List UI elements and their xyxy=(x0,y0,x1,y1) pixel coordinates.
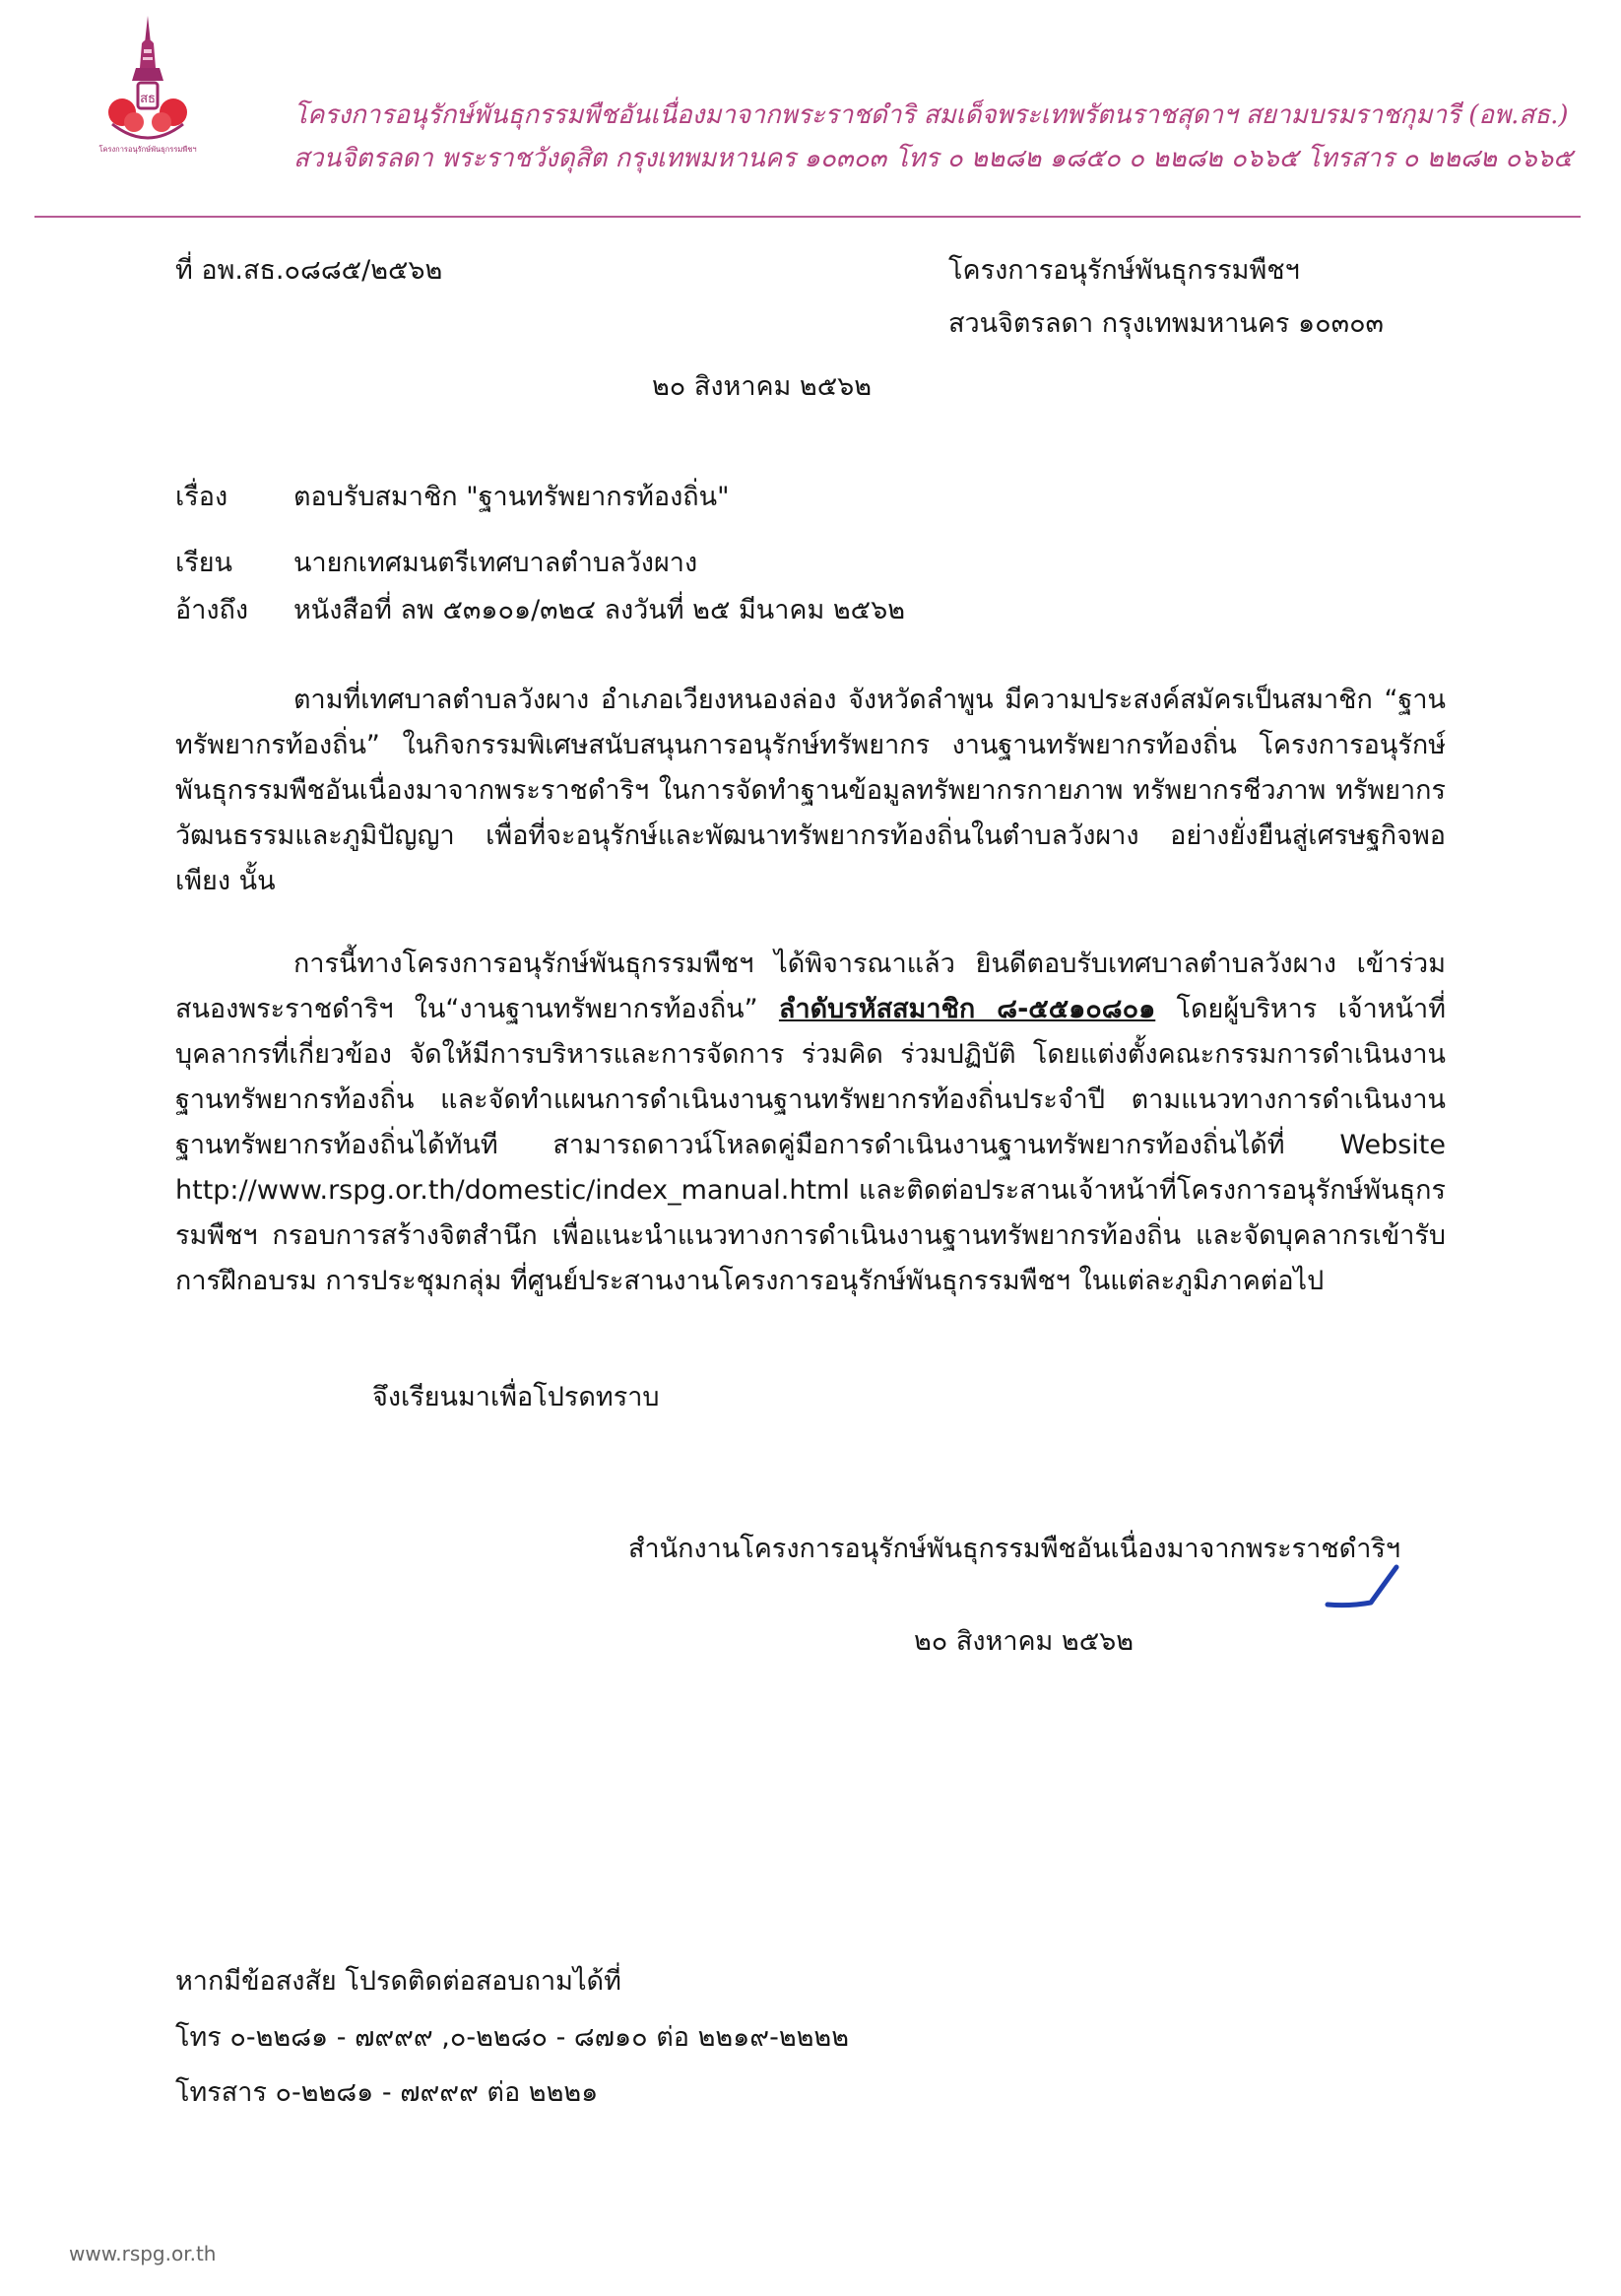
letterhead-org-line: โครงการอนุรักษ์พันธุกรรมพืชอันเนื่องมาจากพระราชดำริ สมเด็จพระเทพรัตนราชสุดาฯ สยามบรมราชกุมารี (อพ.สธ.) xyxy=(293,100,1569,130)
rspg-emblem-logo xyxy=(98,14,197,162)
signature-date: ๒๐ สิงหาคม ๒๕๖๒ xyxy=(914,1626,1135,1657)
contact-heading: หากมีข้อสงสัย โปรดติดต่อสอบถามได้ที่ xyxy=(175,1966,621,1997)
reference-number: ที่ อพ.สธ.๐๘๘๕/๒๕๖๒ xyxy=(175,255,443,286)
letterhead-address-line: สวนจิตรลดา พระราชวังดุสิต กรุงเทพมหานคร ๑๐๓๐๓ โทร ๐ ๒๒๘๒ ๑๘๕๐ ๐ ๒๒๘๒ ๐๖๖๕ โทรสาร ๐ ๒๒๘๒ ๐๖๖๕ xyxy=(293,144,1573,173)
body-paragraph-2-rest: โดยผู้บริหาร เจ้าหน้าที่ บุคลากรที่เกี่ยวข้อง จัดให้มีการบริหารและการจัดการ ร่วมคิด ร่วมปฏิบัติ โดยแต่งตั้งคณะกรรมการดำเนินงานฐานทรัพยากรท้องถิ่น และจัดทำแผนการดำเนินงานฐานทรัพยากรท้องถิ่นประจำปี ตามแนวทางการดำเนินงานฐานทรัพยากรท้องถิ่นได้ทันที สามารถดาวน์โหลดคู่มือการดำเนินงานฐานทรัพยากรท้องถิ่นได้ที่ Website http://www.rspg.or.th/domestic/index_manual.html และติดต่อประสานเจ้าหน้าที่โครงการอนุรักษ์พันธุกรรมพืชฯ กรอบการสร้างจิตสำนึก เพื่อแนะนำแนวทางการดำเนินงานฐานทรัพยากรท้องถิ่น และจัดบุคลากรเข้ารับการฝึกอบรม การประชุมกลุ่ม ที่ศูนย์ประสานงานโครงการอนุรักษ์พันธุกรรมพืชฯ ในแต่ละภูมิภาคต่อไป xyxy=(175,994,1446,1296)
reference-label: อ้างถึง xyxy=(175,595,249,625)
contact-phone: โทร ๐-๒๒๘๑ - ๗๙๙๙ ,๐-๒๒๘๐ - ๘๗๑๐ ต่อ ๒๒๑๙-๒๒๒๒ xyxy=(175,2022,850,2053)
body-paragraph-1-text: ตามที่เทศบาลตำบลวังผาง อำเภอเวียงหนองล่อง จังหวัดลำพูน มีความประสงค์สมัครเป็นสมาชิก “ฐานทรัพยากรท้องถิ่น” ในกิจกรรมพิเศษสนับสนุนการอนุรักษ์ทรัพยากร งานฐานทรัพยากรท้องถิ่น โครงการอนุรักษ์พันธุกรรมพืชอันเนื่องมาจากพระราชดำริฯ ในการจัดทำฐานข้อมูลทรัพยากรกายภาพ ทรัพยากรชีวภาพ ทรัพยากรวัฒนธรรมและภูมิปัญญา เพื่อที่จะอนุรักษ์และพัฒนาทรัพยากรท้องถิ่นในตำบลวังผาง อย่างยั่งยืนสู่เศรษฐกิจพอเพียง นั้น xyxy=(175,685,1446,896)
member-code: ลำดับรหัสสมาชิก ๘-๕๕๑๐๘๐๑ xyxy=(778,994,1156,1024)
closing-line: จึงเรียนมาเพื่อโปรดทราบ xyxy=(372,1382,660,1412)
logo-caption: โครงการอนุรักษ์พันธุกรรมพืชฯ xyxy=(98,145,197,154)
letter-date: ๒๐ สิงหาคม ๒๕๖๒ xyxy=(652,371,873,402)
signature-mark xyxy=(1320,1561,1408,1620)
sender-org-line2: สวนจิตรลดา กรุงเทพมหานคร ๑๐๓๐๓ xyxy=(948,308,1385,339)
contact-fax: โทรสาร ๐-๒๒๘๑ - ๗๙๙๙ ต่อ ๒๒๒๑ xyxy=(175,2077,599,2108)
footer-website: www.rspg.or.th xyxy=(69,2242,217,2265)
body-paragraph-1 xyxy=(175,678,1446,904)
body-paragraph-2 xyxy=(175,942,1446,1304)
body-paragraph-2-intro: การนี้ทางโครงการอนุรักษ์พันธุกรรมพืชฯ ได้พิจารณาแล้ว ยินดีตอบรับเทศบาลตำบลวังผาง เข้าร่วมสนองพระราชดำริฯ ใน“งานฐานทรัพยากรท้องถิ่น” xyxy=(175,949,1446,1024)
svg-text:สธ: สธ xyxy=(140,92,156,106)
sender-org-line1: โครงการอนุรักษ์พันธุกรรมพืชฯ xyxy=(948,255,1300,286)
subject-label: เรื่อง xyxy=(175,482,228,512)
recipient-label: เรียน xyxy=(175,548,233,578)
recipient-text: นายกเทศมนตรีเทศบาลตำบลวังผาง xyxy=(293,548,698,578)
subject-text: ตอบรับสมาชิก "ฐานทรัพยากรท้องถิ่น" xyxy=(293,482,730,512)
reference-text: หนังสือที่ ลพ ๕๓๑๐๑/๓๒๔ ลงวันที่ ๒๕ มีนาคม ๒๕๖๒ xyxy=(293,595,906,625)
letterhead-divider xyxy=(34,216,1581,218)
signatory-office: สำนักงานโครงการอนุรักษ์พันธุกรรมพืชอันเนื่องมาจากพระราชดำริฯ xyxy=(628,1534,1401,1564)
